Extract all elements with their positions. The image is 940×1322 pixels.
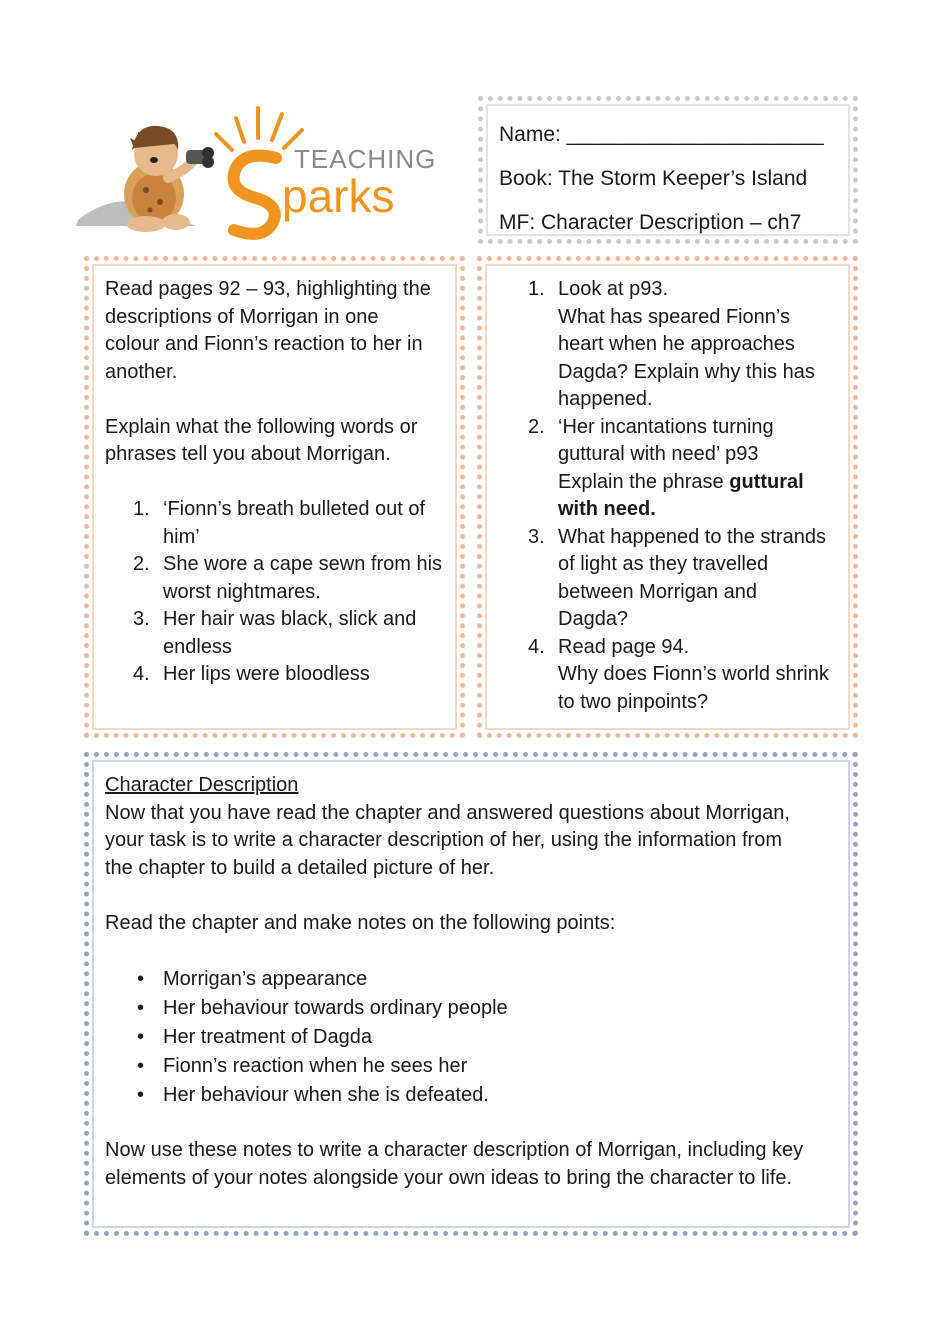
- question-line: Look at p93.: [558, 278, 669, 300]
- bold-phrase: with need.: [558, 498, 656, 520]
- notes-bullet-list: [105, 965, 837, 1110]
- question-item: [498, 276, 837, 414]
- item-line: She wore a cape sewn from his: [163, 553, 443, 575]
- list-item: • Her behaviour when she is defeated.: [105, 1081, 837, 1110]
- item-number: 3.: [133, 608, 150, 630]
- question-line: [558, 496, 837, 524]
- item-line: worst nightmares.: [163, 580, 321, 603]
- bold-phrase: guttural: [729, 470, 804, 493]
- instruction-line-2: phrases tell you about Morrigan.: [105, 443, 391, 465]
- item-number: 4.: [133, 663, 150, 685]
- notes-instruction: Read the chapter and make notes on the following points:: [105, 911, 616, 934]
- list-item: [105, 606, 444, 661]
- character-description-box: [84, 752, 858, 1236]
- list-item: [105, 551, 444, 606]
- question-line: What has speared Fionn’s: [558, 305, 790, 328]
- teaching-sparks-logo: [76, 98, 436, 248]
- question-line: Dagda?: [558, 608, 629, 630]
- explain-prefix: Explain the phrase: [558, 470, 730, 493]
- question-line: ‘Her incantations turning: [558, 415, 774, 438]
- item-line: him’: [163, 525, 200, 548]
- question-line: What happened to the strands: [558, 525, 826, 548]
- question-list: [498, 276, 837, 716]
- item-number: 1.: [133, 498, 150, 520]
- question-line: Why does Fionn’s world shrink: [558, 663, 829, 685]
- outro-line-1: Now use these notes to write a character description of Morrigan, including key: [105, 1139, 804, 1161]
- item-line: ‘Fionn’s breath bulleted out of: [163, 498, 426, 520]
- intro-line-2: descriptions of Morrigan in one: [105, 305, 379, 328]
- question-line: guttural with need’ p93: [558, 443, 759, 465]
- question-line: [558, 469, 837, 497]
- logo-text-main: parks: [282, 170, 395, 222]
- item-line: Her lips were bloodless: [163, 663, 370, 685]
- phrase-list: [105, 496, 444, 689]
- reading-task-box: [84, 256, 465, 738]
- question-line: between Morrigan and: [558, 580, 758, 603]
- list-item: • Fionn’s reaction when he sees her: [105, 1052, 837, 1081]
- mf-label: MF: Character Description – ch7: [499, 211, 802, 234]
- student-info-box: [478, 96, 858, 244]
- item-number: 2.: [133, 553, 150, 575]
- caveman-mascot-icon: [76, 98, 436, 248]
- question-number: 2.: [528, 415, 545, 438]
- list-item: [105, 496, 444, 551]
- question-line: Dagda? Explain why this has: [558, 360, 815, 383]
- list-item: • Her treatment of Dagda: [105, 1023, 837, 1052]
- question-line: to two pinpoints?: [558, 690, 709, 713]
- question-item: [498, 524, 837, 634]
- item-line: endless: [163, 635, 232, 658]
- question-item: [498, 634, 837, 717]
- question-line: Read page 94.: [558, 635, 690, 658]
- outro-line-2: elements of your notes alongside your own ideas to bring the character to life.: [105, 1166, 793, 1189]
- question-number: 4.: [528, 635, 545, 658]
- list-item: • Her behaviour towards ordinary people: [105, 994, 837, 1023]
- question-number: 1.: [528, 278, 545, 300]
- list-item: [105, 661, 444, 689]
- instruction-line-1: Explain what the following words or: [105, 415, 418, 438]
- name-field[interactable]: Name: ______________________: [499, 123, 824, 146]
- intro-line-3: the chapter to build a detailed picture of her.: [105, 856, 495, 879]
- question-line: heart when he approaches: [558, 333, 795, 355]
- intro-line-2: your task is to write a character description of her, using the information from: [105, 829, 782, 851]
- questions-box: [477, 256, 858, 738]
- intro-line-1: Now that you have read the chapter and answered questions about Morrigan,: [105, 801, 790, 824]
- list-item: • Morrigan’s appearance: [105, 965, 837, 994]
- question-line: happened.: [558, 388, 653, 410]
- logo-text-top: TEACHING: [294, 144, 436, 174]
- book-title: Book: The Storm Keeper’s Island: [499, 167, 808, 190]
- intro-line-4: another.: [105, 360, 178, 383]
- question-item: [498, 414, 837, 524]
- question-line: of light as they travelled: [558, 553, 769, 575]
- intro-line-3: colour and Fionn’s reaction to her in: [105, 333, 423, 355]
- intro-line-1: Read pages 92 – 93, highlighting the: [105, 278, 431, 300]
- item-line: Her hair was black, slick and: [163, 608, 417, 630]
- section-heading: Character Description: [105, 774, 299, 796]
- question-number: 3.: [528, 525, 545, 548]
